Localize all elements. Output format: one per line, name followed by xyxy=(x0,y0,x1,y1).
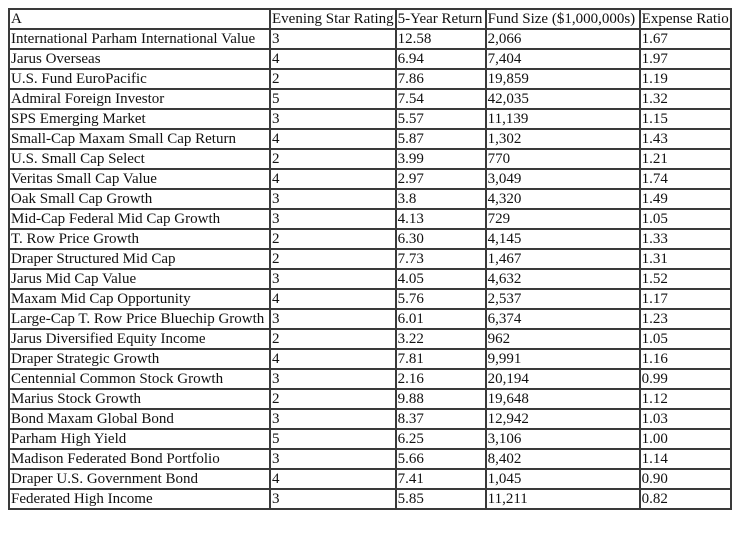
cell-fund-size: 3,049 xyxy=(486,169,640,189)
table-row xyxy=(9,409,731,429)
cell-rating: 3 xyxy=(270,189,396,209)
cell-5yr-return: 6.25 xyxy=(396,429,486,449)
cell-expense-ratio: 1.97 xyxy=(640,49,731,69)
cell-rating: 3 xyxy=(270,269,396,289)
cell-fund-name: U.S. Small Cap Select xyxy=(9,149,270,169)
cell-fund-size: 770 xyxy=(486,149,640,169)
header-expense-ratio: Expense Ratio xyxy=(641,11,729,27)
table-row xyxy=(9,449,731,469)
table-row xyxy=(9,49,731,69)
table-row xyxy=(9,129,731,149)
cell-expense-ratio: 1.21 xyxy=(640,149,731,169)
cell-rating: 4 xyxy=(270,129,396,149)
cell-rating: 2 xyxy=(270,149,396,169)
cell-fund-size: 962 xyxy=(486,329,640,349)
cell-fund-size: 2,537 xyxy=(486,289,640,309)
table-row xyxy=(9,309,731,329)
cell-fund-size: 729 xyxy=(486,209,640,229)
cell-5yr-return: 9.88 xyxy=(396,389,486,409)
cell-5yr-return: 6.01 xyxy=(396,309,486,329)
cell-expense-ratio: 1.05 xyxy=(640,329,731,349)
cell-fund-name: SPS Emerging Market xyxy=(9,109,270,129)
cell-expense-ratio: 1.00 xyxy=(640,429,731,449)
cell-rating: 2 xyxy=(270,69,396,89)
cell-expense-ratio: 1.23 xyxy=(640,309,731,329)
table-row xyxy=(9,89,731,109)
cell-rating: 3 xyxy=(270,449,396,469)
table-row xyxy=(9,149,731,169)
cell-5yr-return: 5.85 xyxy=(396,489,486,509)
cell-fund-name: Small-Cap Maxam Small Cap Return xyxy=(9,129,270,149)
cell-5yr-return: 3.8 xyxy=(396,189,486,209)
cell-fund-name: Maxam Mid Cap Opportunity xyxy=(9,289,270,309)
cell-rating: 2 xyxy=(270,329,396,349)
cell-expense-ratio: 1.19 xyxy=(640,69,731,89)
cell-expense-ratio: 0.82 xyxy=(640,489,731,509)
cell-5yr-return: 2.97 xyxy=(396,169,486,189)
cell-rating: 2 xyxy=(270,389,396,409)
cell-rating: 2 xyxy=(270,229,396,249)
table-row xyxy=(9,489,731,509)
cell-fund-size: 9,991 xyxy=(486,349,640,369)
table-row xyxy=(9,329,731,349)
header-row xyxy=(9,9,731,29)
cell-5yr-return: 3.99 xyxy=(396,149,486,169)
cell-5yr-return: 5.87 xyxy=(396,129,486,149)
cell-expense-ratio: 1.17 xyxy=(640,289,731,309)
header-fund-name: A xyxy=(9,9,270,29)
cell-fund-name: U.S. Fund EuroPacific xyxy=(9,69,270,89)
cell-5yr-return: 5.66 xyxy=(396,449,486,469)
cell-fund-name: Draper U.S. Government Bond xyxy=(9,469,270,489)
cell-fund-name: Bond Maxam Global Bond xyxy=(9,409,270,429)
cell-rating: 4 xyxy=(270,289,396,309)
table-row xyxy=(9,229,731,249)
cell-fund-size: 4,320 xyxy=(486,189,640,209)
cell-fund-name: T. Row Price Growth xyxy=(9,229,270,249)
cell-expense-ratio: 1.49 xyxy=(640,189,731,209)
cell-rating: 3 xyxy=(270,489,396,509)
cell-rating: 4 xyxy=(270,169,396,189)
cell-5yr-return: 4.05 xyxy=(396,269,486,289)
cell-expense-ratio: 1.03 xyxy=(640,409,731,429)
cell-fund-size: 1,467 xyxy=(486,249,640,269)
cell-expense-ratio: 1.74 xyxy=(640,169,731,189)
cell-fund-name: Oak Small Cap Growth xyxy=(9,189,270,209)
table-row xyxy=(9,429,731,449)
cell-fund-size: 11,211 xyxy=(486,489,640,509)
cell-expense-ratio: 1.32 xyxy=(640,89,731,109)
cell-fund-name: Large-Cap T. Row Price Bluechip Growth xyxy=(9,309,270,329)
table-row xyxy=(9,169,731,189)
cell-5yr-return: 7.54 xyxy=(396,89,486,109)
cell-expense-ratio: 1.52 xyxy=(640,269,731,289)
table-row xyxy=(9,109,731,129)
cell-fund-size: 1,302 xyxy=(486,129,640,149)
cell-fund-name: Centennial Common Stock Growth xyxy=(9,369,270,389)
cell-5yr-return: 6.30 xyxy=(396,229,486,249)
cell-fund-size: 1,045 xyxy=(486,469,640,489)
header-fund-size: Fund Size ($1,000,000s) xyxy=(486,9,640,29)
header-5yr-return: 5-Year Return xyxy=(396,9,486,29)
cell-fund-size: 11,139 xyxy=(486,109,640,129)
cell-5yr-return: 7.73 xyxy=(396,249,486,269)
cell-fund-size: 20,194 xyxy=(486,369,640,389)
cell-expense-ratio: 0.90 xyxy=(640,469,731,489)
cell-5yr-return: 7.86 xyxy=(396,69,486,89)
table-row xyxy=(9,69,731,89)
cell-fund-name: Draper Structured Mid Cap xyxy=(9,249,270,269)
cell-fund-name: Jarus Mid Cap Value xyxy=(9,269,270,289)
table-row xyxy=(9,389,731,409)
cell-fund-name: Parham High Yield xyxy=(9,429,270,449)
cell-rating: 3 xyxy=(270,29,396,49)
cell-expense-ratio: 0.99 xyxy=(640,369,731,389)
cell-rating: 5 xyxy=(270,429,396,449)
cell-5yr-return: 7.81 xyxy=(396,349,486,369)
cell-fund-name: Jarus Overseas xyxy=(9,49,270,69)
cell-expense-ratio: 1.31 xyxy=(640,249,731,269)
table-row xyxy=(9,189,731,209)
cell-fund-name: International Parham International Value xyxy=(9,29,270,49)
fund-data-table xyxy=(8,8,732,510)
cell-expense-ratio: 1.43 xyxy=(640,129,731,149)
cell-5yr-return: 2.16 xyxy=(396,369,486,389)
cell-fund-name: Draper Strategic Growth xyxy=(9,349,270,369)
cell-5yr-return: 4.13 xyxy=(396,209,486,229)
cell-fund-size: 19,648 xyxy=(486,389,640,409)
table-row xyxy=(9,369,731,389)
table-body xyxy=(9,9,731,509)
cell-rating: 3 xyxy=(270,209,396,229)
cell-expense-ratio: 1.14 xyxy=(640,449,731,469)
cell-expense-ratio: 1.12 xyxy=(640,389,731,409)
cell-rating: 3 xyxy=(270,109,396,129)
cell-5yr-return: 8.37 xyxy=(396,409,486,429)
table-row xyxy=(9,269,731,289)
cell-expense-ratio: 1.33 xyxy=(640,229,731,249)
cell-rating: 2 xyxy=(270,249,396,269)
table-row xyxy=(9,469,731,489)
cell-fund-name: Madison Federated Bond Portfolio xyxy=(9,449,270,469)
cell-fund-name: Mid-Cap Federal Mid Cap Growth xyxy=(9,209,270,229)
cell-rating: 4 xyxy=(270,349,396,369)
table-row xyxy=(9,349,731,369)
cell-fund-size: 4,145 xyxy=(486,229,640,249)
cell-fund-size: 42,035 xyxy=(486,89,640,109)
cell-5yr-return: 7.41 xyxy=(396,469,486,489)
cell-5yr-return: 3.22 xyxy=(396,329,486,349)
cell-5yr-return: 12.58 xyxy=(396,29,486,49)
cell-fund-size: 8,402 xyxy=(486,449,640,469)
table-row xyxy=(9,249,731,269)
cell-expense-ratio: 1.67 xyxy=(640,29,731,49)
header-rating: Evening Star Rating xyxy=(272,11,394,27)
cell-rating: 3 xyxy=(270,369,396,389)
cell-fund-size: 4,632 xyxy=(486,269,640,289)
cell-rating: 4 xyxy=(270,49,396,69)
cell-fund-name: Jarus Diversified Equity Income xyxy=(9,329,270,349)
cell-rating: 5 xyxy=(270,89,396,109)
cell-expense-ratio: 1.05 xyxy=(640,209,731,229)
cell-fund-name: Marius Stock Growth xyxy=(9,389,270,409)
cell-rating: 4 xyxy=(270,469,396,489)
cell-fund-size: 2,066 xyxy=(486,29,640,49)
cell-5yr-return: 5.76 xyxy=(396,289,486,309)
cell-fund-name: Admiral Foreign Investor xyxy=(9,89,270,109)
cell-fund-size: 6,374 xyxy=(486,309,640,329)
cell-fund-name: Veritas Small Cap Value xyxy=(9,169,270,189)
cell-5yr-return: 6.94 xyxy=(396,49,486,69)
cell-fund-size: 12,942 xyxy=(486,409,640,429)
cell-fund-size: 19,859 xyxy=(486,69,640,89)
cell-fund-size: 7,404 xyxy=(486,49,640,69)
table-row xyxy=(9,289,731,309)
cell-fund-size: 3,106 xyxy=(486,429,640,449)
cell-expense-ratio: 1.16 xyxy=(640,349,731,369)
cell-rating: 3 xyxy=(270,309,396,329)
cell-5yr-return: 5.57 xyxy=(396,109,486,129)
cell-fund-name: Federated High Income xyxy=(9,489,270,509)
cell-rating: 3 xyxy=(270,409,396,429)
cell-expense-ratio: 1.15 xyxy=(640,109,731,129)
table-row xyxy=(9,209,731,229)
table-row xyxy=(9,29,731,49)
